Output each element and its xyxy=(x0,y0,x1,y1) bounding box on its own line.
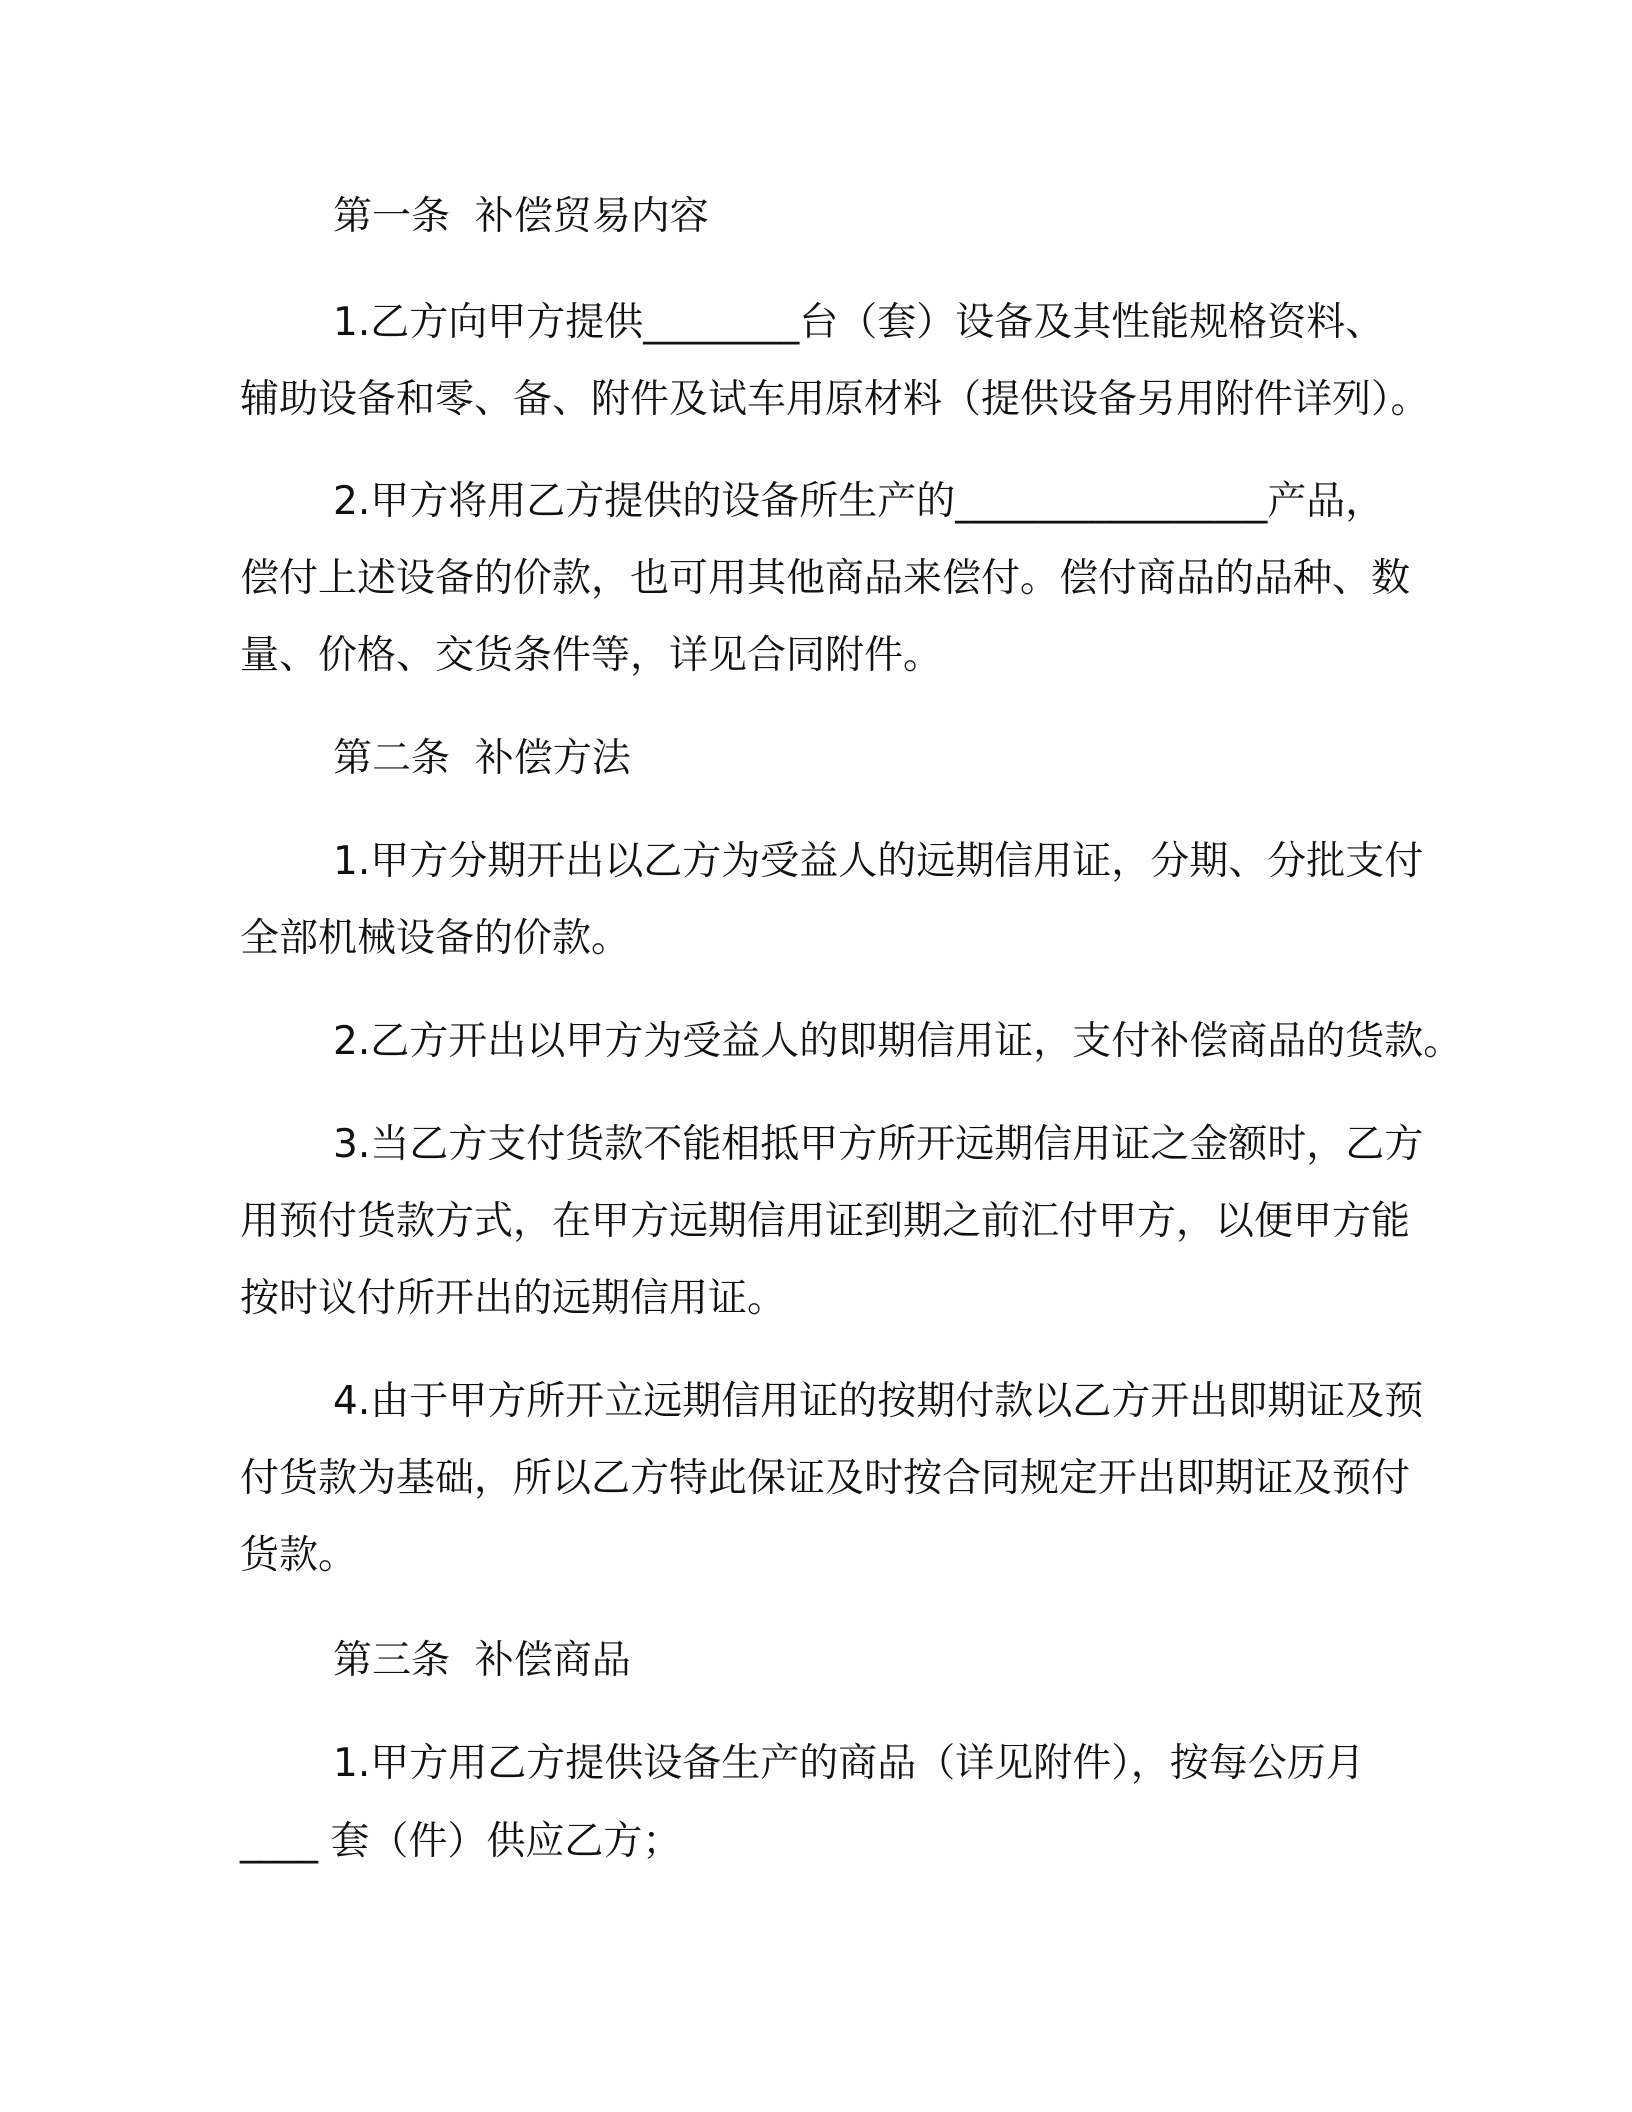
paragraph-1-2-line-3: 量、价格、交货条件等，详见合同附件。 xyxy=(240,633,943,678)
section-heading-3: 第三条 补偿商品 xyxy=(333,1638,631,1683)
paragraph-1-1-line-2: 辅助设备和零、备、附件及试车用原材料（提供设备另用附件详列）。 xyxy=(240,377,1430,422)
paragraph-2-1-line-1: 1.甲方分期开出以乙方为受益人的远期信用证，分期、分批支付 xyxy=(333,839,1424,884)
paragraph-3-1-line-1: 1.甲方用乙方提供设备生产的商品（详见附件），按每公历月 xyxy=(333,1741,1365,1786)
section-heading-2: 第二条 补偿方法 xyxy=(333,736,631,781)
paragraph-1-2-line-1: 2.甲方将用乙方提供的设备所生产的________________产品， xyxy=(333,479,1385,524)
paragraph-2-2-line-1: 2.乙方开出以甲方为受益人的即期信用证，支付补偿商品的货款。 xyxy=(333,1019,1463,1064)
paragraph-3-1-line-2: ____ 套（件）供应乙方； xyxy=(240,1819,682,1864)
paragraph-2-4-line-2: 付货款为基础，所以乙方特此保证及时按合同规定开出即期证及预付 xyxy=(240,1456,1411,1501)
paragraph-2-1-line-2: 全部机械设备的价款。 xyxy=(240,916,631,961)
paragraph-2-3-line-1: 3.当乙方支付货款不能相抵甲方所开远期信用证之金额时，乙方 xyxy=(333,1122,1424,1167)
paragraph-2-3-line-3: 按时议付所开出的远期信用证。 xyxy=(240,1276,787,1321)
section-heading-1: 第一条 补偿贸易内容 xyxy=(333,194,709,239)
paragraph-2-4-line-3: 货款。 xyxy=(240,1533,358,1578)
paragraph-2-3-line-2: 用预付货款方式，在甲方远期信用证到期之前汇付甲方，以便甲方能 xyxy=(240,1199,1411,1244)
paragraph-2-4-line-1: 4.由于甲方所开立远期信用证的按期付款以乙方开出即期证及预 xyxy=(333,1379,1424,1424)
paragraph-1-1-line-1: 1.乙方向甲方提供________台（套）设备及其性能规格资料、 xyxy=(333,300,1385,345)
paragraph-1-2-line-2: 偿付上述设备的价款，也可用其他商品来偿付。偿付商品的品种、数 xyxy=(240,556,1411,601)
